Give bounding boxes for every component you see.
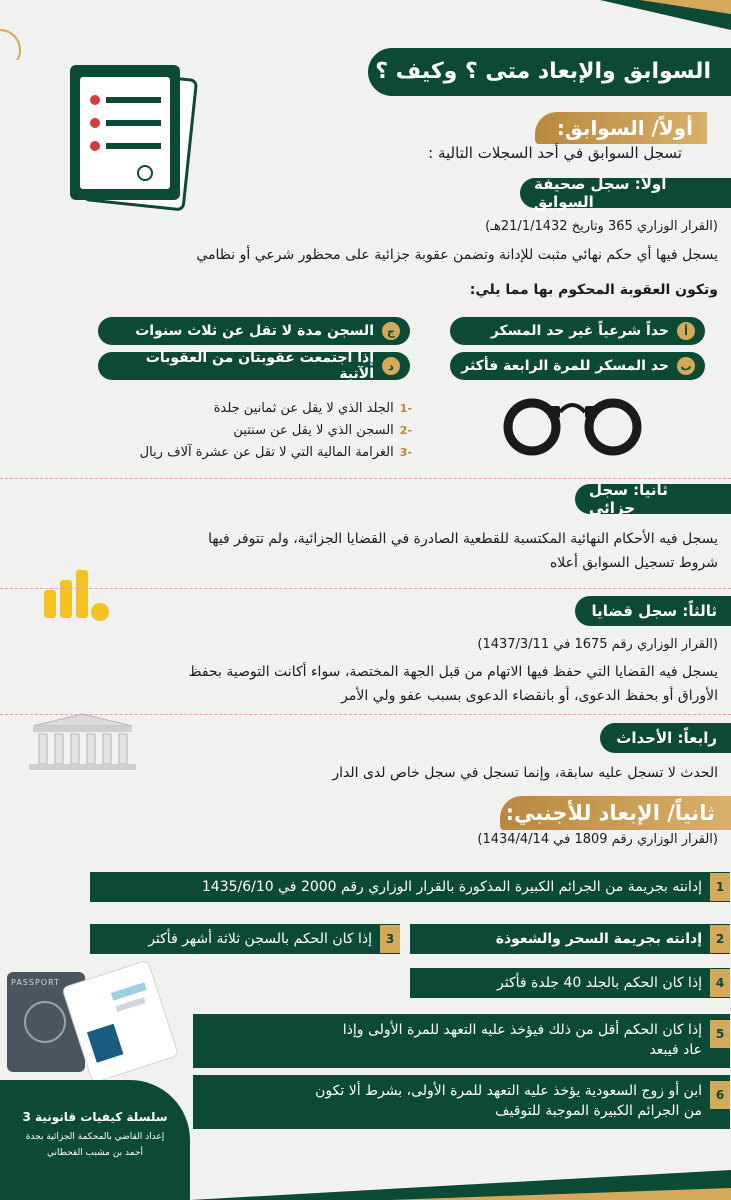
option-badge: ج — [382, 322, 400, 340]
penalty-number: -3 — [399, 446, 412, 459]
records-intro: تسجل السوابق في أحد السجلات التالية : — [428, 144, 682, 162]
courthouse-icon — [25, 712, 140, 772]
option-text: حد المسكر للمرة الرابعة فأكثر — [461, 358, 669, 374]
record2-description-line2: شروط تسجيل السوابق أعلاه — [549, 555, 718, 571]
record1-subtitle: وتكون العقوبة المحكوم بها مما يلي: — [469, 282, 718, 298]
checklist-document-icon — [60, 55, 200, 215]
section-heading-deportation: ثانياً/ الإبعاد للأجنبي: — [500, 796, 731, 830]
penalty-number: -2 — [399, 424, 412, 437]
item-text-line1: ابن أو زوج السعودية يؤخذ عليه التعهد للمرة الأولى، بشرط ألا تكون — [315, 1083, 702, 1099]
record4-description: الحدث لا تسجل عليه سابقة، وإنما تسجل في سجل خاص لدى الدار — [332, 765, 718, 781]
item-number: 4 — [710, 969, 730, 997]
item-text-line1: إذا كان الحكم أقل من ذلك فيؤخذ عليه التعهد للمرة الأولى وإذا — [342, 1022, 702, 1038]
record3-description-line2: الأوراق أو بحفظ الدعوى، أو بانقضاء الدعوى بسبب عفو ولي الأمر — [341, 688, 718, 704]
record3-reference: (القرار الوزاري رقم 1675 في 1437/3/11) — [477, 637, 718, 652]
divider — [0, 588, 731, 589]
penalty-item — [20, 420, 412, 442]
item-text: إدانته بجريمة السحر والشعوذة — [495, 931, 702, 947]
item-text: إدانته بجريمة من الجرائم الكبيرة المذكورة بالقرار الوزاري رقم 2000 في 1435/6/10 — [201, 879, 702, 895]
option-badge: د — [382, 357, 400, 375]
deportation-item-2 — [410, 924, 730, 954]
penalty-text: الغرامة المالية التي لا تقل عن عشرة آلاف ريال — [139, 445, 394, 460]
footer-series: سلسلة كيفيات قانونية 3 — [22, 1110, 168, 1124]
item-text-block — [343, 1020, 710, 1060]
passport-illustration — [5, 960, 185, 1080]
divider — [0, 714, 731, 715]
handcuffs-icon — [500, 392, 645, 457]
item-text-block — [315, 1081, 710, 1121]
option-text: إذا اجتمعت عقوبتان من العقوبات الآتية — [145, 350, 374, 382]
item-number: 6 — [710, 1081, 730, 1109]
penalties-list — [20, 398, 412, 464]
section-heading-records: أولاً/ السوابق: — [535, 112, 707, 144]
item-number: 1 — [710, 873, 730, 901]
record1-description: يسجل فيها أي حكم نهائي مثبت للإدانة وتضمن عقوبة جزائية على محظور شرعي أو نظامي — [196, 247, 718, 263]
deportation-item-6 — [193, 1075, 730, 1129]
passport-label: PASSPORT — [11, 978, 60, 987]
option-b — [450, 352, 705, 380]
page-title: السوابق والإبعاد متى ؟ وكيف ؟ — [368, 48, 731, 96]
item-text: إذا كان الحكم بالسجن ثلاثة أشهر فأكثر — [148, 931, 372, 947]
divider — [0, 478, 731, 479]
record2-description-line1: يسجل فيه الأحكام النهائية المكتسبة للقطعية الصادرة في القضايا الجزائية، ولم تتوفر فيها — [208, 531, 718, 547]
deportation-item-5 — [193, 1014, 730, 1068]
penalty-number: -1 — [399, 402, 412, 415]
deportation-item-4 — [410, 968, 730, 998]
item-number: 3 — [380, 925, 400, 953]
penalty-item — [20, 398, 412, 420]
record3-heading: ثالثاً: سجل قضايا — [575, 596, 731, 626]
item-number: 5 — [710, 1020, 730, 1048]
option-d — [98, 352, 410, 380]
footer-author-name: أحمد بن مشبب القحطاني — [46, 1148, 144, 1158]
deportation-reference: (القرار الوزاري رقم 1809 في 1434/4/14) — [477, 832, 718, 847]
record3-description-line1: يسجل فيه القضايا التي حفظ فيها الاتهام من قبل الجهة المختصة، سواء أكانت التوصية بحفظ — [188, 664, 718, 680]
footer-author-role: إعداد القاضي بالمحكمة الجزائية بجدة — [25, 1132, 165, 1142]
bottom-decoration — [190, 1170, 731, 1200]
record1-heading: أولاً: سجل صحيفة السوابق — [520, 178, 731, 208]
option-c — [98, 317, 410, 345]
option-text: حداً شرعياً غير حد المسكر — [490, 323, 669, 339]
option-text: السجن مدة لا تقل عن ثلاث سنوات — [135, 323, 374, 339]
item-text-line2: من الجرائم الكبيرة الموجبة للتوقيف — [494, 1103, 702, 1119]
deportation-item-3 — [90, 924, 400, 954]
coins-icon — [42, 560, 112, 622]
item-text: إذا كان الحكم بالجلد 40 جلدة فأكثر — [497, 975, 702, 991]
item-text-line2: عاد فيبعد — [649, 1042, 702, 1058]
option-badge: أ — [677, 322, 695, 340]
record1-reference: (القرار الوزاري 365 وتاريخ 21/1/1432هـ) — [485, 219, 718, 234]
item-number: 2 — [710, 925, 730, 953]
footer-badge — [0, 1080, 190, 1200]
option-a — [450, 317, 705, 345]
option-badge: ب — [677, 357, 695, 375]
deportation-item-1 — [90, 872, 730, 902]
record2-heading: ثانياً: سجل جزائي — [575, 484, 731, 514]
penalty-item — [20, 442, 412, 464]
penalty-text: الجلد الذي لا يقل عن ثمانين جلدة — [213, 401, 394, 416]
penalty-text: السجن الذي لا يقل عن سنتين — [233, 423, 394, 438]
record4-heading: رابعاً: الأحداث — [600, 723, 731, 753]
